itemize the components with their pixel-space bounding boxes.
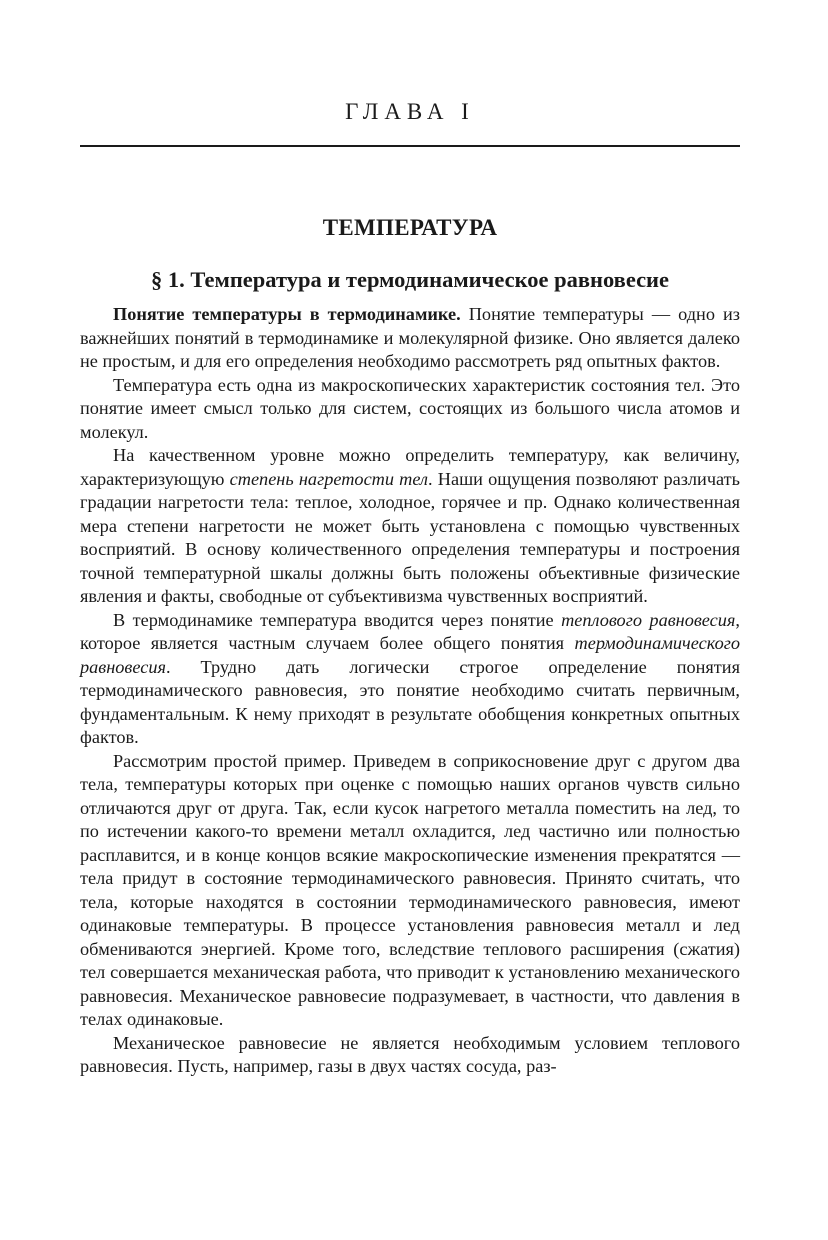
section-title: § 1. Температура и термодинамическое равновесие [150,267,670,292]
paragraph-3 [80,444,740,609]
chapter-title: ТЕМПЕРАТУРА [322,215,498,240]
paragraph-text: Температура есть одна из макроскопических характеристик состояния тел. Это понятие имеет смысл только для систем, состоящих из большого числа атомов и молекул. [80,374,740,442]
emphasis-text: степень нагретости тел [229,468,429,489]
paragraph-text: Понятие температуры — одно из важнейших понятий в термодинамике и молекулярной физике. Оно является далеко не простым, и для его определения необходимо рассмотреть ряд опытных фактов. [80,304,740,371]
emphasis-text: термодинамического равновесия [80,633,740,677]
paragraph-text: , которое является частным случаем более общего понятия [80,609,740,653]
paragraph-text: Рассмотрим простой пример. Приведем в соприкосновение друг с другом два тела, температуры которых при оценке с помощью наших органов чувств сильно отличаются друг от друга. Так, если кусок нагретого металла поместить на лед, то по истечении какого-то времени металл охладится, лед частично или полностью расплавится, и в конце концов всякие макроскопические изменения прекратятся — тела придут в состояние термодинамического равновесия. Принято считать, что тела, которые находятся в состоянии термодинамического равновесия, имеют одинаковые температуры. В процессе установления равновесия металл и лед обмениваются энергией. Кроме того, вследствие теплового расширения (сжатия) тел совершается механическая работа, что приводит к установлению механического равновесия. Механическое равновесие подразумевает, в частности, что давления в телах одинаковые. [80,750,740,1029]
paragraph-5 [80,750,740,1032]
paragraph-6 [80,1032,740,1079]
chapter-label: ГЛАВА I [345,99,475,124]
paragraph-text: На качественном уровне можно определить температуру, как величину, характеризующую [80,445,740,489]
body-text [80,303,740,1079]
paragraph-4 [80,609,740,750]
book-page [80,0,740,1079]
paragraph-text: . Трудно дать логически строгое определение понятия термодинамического равновесия, это понятие необходимо считать первичным, фундаментальным. К нему приходят в результате обобщения конкретных опытных фактов. [80,656,740,747]
paragraph-text: Механическое равновесие не является необходимым условием теплового равновесия. Пусть, например, газы в двух частях сосуда, раз- [80,1032,740,1076]
emphasis-text: теплового равновесия [561,609,736,630]
paragraph-2 [80,374,740,445]
chapter-rule [80,145,740,147]
paragraph-text: . Наши ощущения позволяют различать градации нагретости тела: теплое, холодное, горячее и пр. Однако количественная мера степени нагретости не может быть установлена с помощью чувственных восприятий. В основу количественного определения температуры и построения точной температурной шкалы должны быть положены объективные физические явления и факты, свободные от субъективизма чувственных восприятий. [80,468,740,606]
paragraph-1 [80,303,740,374]
runin-heading: Понятие температуры в термодинамике. [113,304,461,324]
paragraph-text: В термодинамике температура вводится через понятие [113,609,562,630]
